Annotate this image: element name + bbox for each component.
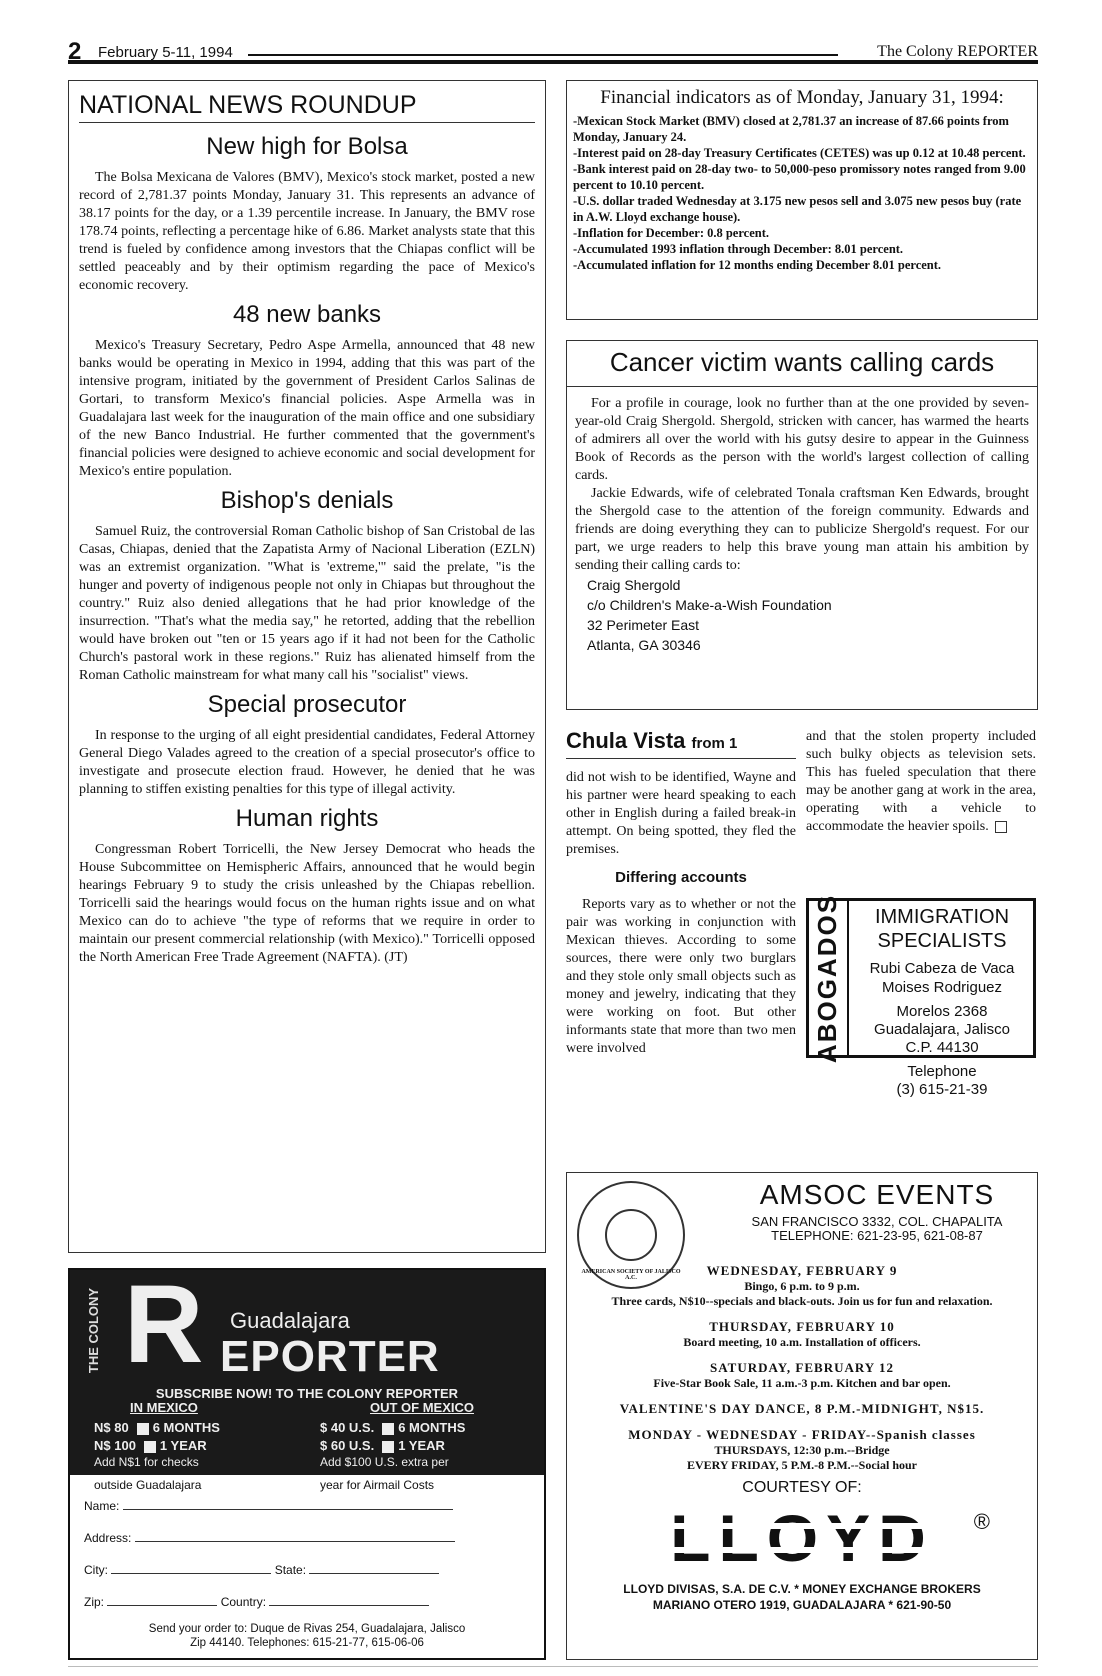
financial-item: -Accumulated inflation for 12 months ending December 8.01 percent. xyxy=(573,258,942,272)
event-list xyxy=(573,1263,1031,1613)
plan-checkbox[interactable] xyxy=(382,1441,394,1453)
amsoc-events-ad xyxy=(566,1172,1038,1660)
event-line: Five-Star Book Sale, 11 a.m.-3 p.m. Kitchen and bar open. xyxy=(653,1376,951,1390)
lawyer-name: Rubi Cabeza de Vaca xyxy=(869,960,1015,977)
out-mexico-label: OUT OF MEXICO xyxy=(370,1400,474,1415)
the-colony-vertical: THE COLONY xyxy=(86,1287,102,1373)
subscribe-headline: SUBSCRIBE NOW! TO THE COLONY REPORTER xyxy=(155,1386,459,1401)
plan-out-6-months[interactable] xyxy=(320,1420,465,1435)
chula-subhead: Differing accounts xyxy=(615,869,747,886)
name-field[interactable] xyxy=(123,1498,453,1510)
chula-vista-headline xyxy=(566,728,796,759)
event-day: VALENTINE'S DAY DANCE, 8 P.M.-MIDNIGHT, N$15. xyxy=(619,1401,985,1416)
lloyd-logo xyxy=(622,1501,990,1575)
financial-item: -Inflation for December: 0.8 percent. xyxy=(573,226,770,240)
story-headline: Special prosecutor xyxy=(207,691,407,718)
city-field[interactable] xyxy=(111,1562,271,1574)
city-label: City: xyxy=(84,1563,108,1577)
event-day: THURSDAY, FEBRUARY 10 xyxy=(709,1319,895,1334)
amsoc-address xyxy=(727,1215,1027,1243)
plan-in-6-months[interactable] xyxy=(94,1420,220,1435)
city-label: Guadalajara xyxy=(230,1308,350,1333)
financial-item: -U.S. dollar traded Wednesday at 3.175 new pesos sell and 3.075 new pesos buy (rate in A.W. Lloyd exchange house). xyxy=(573,194,1022,224)
address-line: 32 Perimeter East xyxy=(587,617,700,633)
event-line: Bingo, 6 p.m. to 9 p.m. xyxy=(744,1279,860,1293)
story-body: The Bolsa Mexicana de Valores (BMV), Mexico's stock market, posted a new record of 2,781.37 points Monday, January 31. This represents an advance of 38.17 points for the day, or a 1.39 percentile increase. In January, the BMV rose 178.74 points, reflecting a percentage hike of 6.86. Market analysts state that this trend is fueled by confidence among investors that the Chiapas conflict will be settled peaceably and by their optimism regarding the pace of Mexico's economic recovery. xyxy=(79,170,535,293)
header-bar xyxy=(68,60,1038,64)
term: 6 MONTHS xyxy=(398,1420,466,1435)
page-number: 2 xyxy=(68,38,82,65)
name-label: Name: xyxy=(84,1499,120,1513)
amsoc-street: SAN FRANCISCO 3332, COL. CHAPALITA xyxy=(751,1214,1003,1229)
abogados-vertical: ABOGADOS xyxy=(809,901,849,1055)
send-line: Zip 44140. Telephones: 615-21-77, 615-06-06 xyxy=(190,1637,424,1649)
address-line: c/o Children's Make-a-Wish Foundation xyxy=(587,597,832,613)
address-line: Atlanta, GA 30346 xyxy=(587,637,701,653)
event-line: THURSDAYS, 12:30 p.m.--Bridge xyxy=(714,1443,890,1457)
state-label: State: xyxy=(274,1563,307,1577)
lloyd-wordmark: LLOYD xyxy=(670,1501,934,1575)
zip-label: Zip: xyxy=(84,1595,105,1609)
cancer-article xyxy=(566,340,1038,710)
subscription-ad xyxy=(68,1263,546,1660)
phone-label: Telephone xyxy=(907,1063,977,1080)
event-line: EVERY FRIDAY, 5 P.M.-8 P.M.--Social hour xyxy=(686,1458,918,1472)
roundup-title: NATIONAL NEWS ROUNDUP xyxy=(79,91,535,123)
plan-checkbox[interactable] xyxy=(137,1423,149,1435)
term: 6 MONTHS xyxy=(152,1420,220,1435)
event-line: Three cards, N$10--specials and black-outs. Join us for fun and relaxation. xyxy=(611,1294,993,1308)
event-day: SATURDAY, FEBRUARY 12 xyxy=(710,1360,894,1375)
header-rule xyxy=(248,54,838,56)
financial-title: Financial indicators as of Monday, January 31, 1994: xyxy=(600,87,1004,108)
subscription-banner xyxy=(70,1263,544,1475)
seal-center xyxy=(605,1209,657,1261)
story-body: In response to the urging of all eight presidential candidates, Federal Attorney General Diego Valades agreed to the creation of a special prosecutor's office to investigate and prosecute election fraud. However, he denied that he was planning to stiffen existing penalties for this type of illegal activity. xyxy=(79,728,535,797)
zip-country-row xyxy=(84,1594,530,1618)
note-in-mexico xyxy=(94,1456,199,1469)
chula-vista-column-2 xyxy=(806,728,1036,836)
price: N$ 100 xyxy=(94,1438,136,1453)
lloyd-footer-line: LLOYD DIVISAS, S.A. DE C.V. * MONEY EXCHANGE BROKERS xyxy=(623,1582,981,1596)
financial-item: -Accumulated 1993 inflation through December: 8.01 percent. xyxy=(573,242,904,256)
ad-address: C.P. 44130 xyxy=(905,1039,979,1056)
registered-mark: ® xyxy=(973,1509,990,1534)
lloyd-footer xyxy=(573,1581,1031,1613)
address-row xyxy=(84,1530,530,1562)
country-field[interactable] xyxy=(269,1594,429,1606)
note-line: Add $100 U.S. extra per xyxy=(320,1455,449,1469)
issue-date: February 5-11, 1994 xyxy=(98,44,233,61)
story-headline: New high for Bolsa xyxy=(206,133,408,160)
price: $ 40 U.S. xyxy=(320,1420,375,1435)
name-row xyxy=(84,1498,530,1530)
amsoc-telephone: TELEPHONE: 621-23-95, 621-08-87 xyxy=(771,1228,983,1243)
cancer-paragraph: Jackie Edwards, wife of celebrated Tonala craftsman Ken Edwards, brought the Shergold case to the attention of the foreign community. Edwards and friends are doing everything they can to publicize Shergold's request. For our part, we urge readers to help this brave young man attain his ambition by sending their calling cards to: xyxy=(575,486,1029,573)
note-line: Add N$1 for checks xyxy=(94,1455,199,1469)
lawyer-name: Moises Rodriguez xyxy=(881,979,1003,996)
ad-address: Guadalajara, Jalisco xyxy=(874,1021,1010,1038)
term: 1 YEAR xyxy=(398,1438,445,1453)
plan-checkbox[interactable] xyxy=(382,1423,394,1435)
courtesy-label: COURTESY OF: xyxy=(742,1479,862,1496)
immigration-details xyxy=(851,901,1033,1098)
zip-field[interactable] xyxy=(107,1594,217,1606)
price: $ 60 U.S. xyxy=(320,1438,375,1453)
story-headline: 48 new banks xyxy=(232,301,382,328)
financial-item: -Bank interest paid on 28-day two- to 50,000-peso promissory notes ranged from 9.00 percent to 10.10 percent. xyxy=(573,162,1026,192)
plan-out-1-year[interactable] xyxy=(320,1438,445,1453)
ad-address: Morelos 2368 xyxy=(896,1003,988,1020)
event-day: MONDAY - WEDNESDAY - FRIDAY--Spanish classes xyxy=(628,1427,976,1442)
send-order-note xyxy=(84,1622,530,1650)
chula-vista-article xyxy=(566,728,796,1058)
address-field[interactable] xyxy=(135,1530,455,1542)
chula-body: Reports vary as to whether or not the pair was working in conjunction with Mexican thieves. According to some sources, there were only two burglars and they stole only small objects such as money and jewelry, indicating that they were working on foot. But other informants state that more than two men were involved xyxy=(566,897,796,1056)
term: 1 YEAR xyxy=(159,1438,207,1453)
amsoc-title: AMSOC EVENTS xyxy=(759,1179,995,1210)
reporter-wordmark: EPORTER xyxy=(220,1332,440,1381)
in-mexico-label: IN MEXICO xyxy=(130,1400,198,1415)
story-body: Congressman Robert Torricelli, the New Jersey Democrat who heads the House Subcommittee on Hemispheric Affairs, announced that he would begin hearings February 9 to study the crisis unleashed by the Chiapas rebellion. Torricelli said the hearings would focus on the human rights issue and on what Mexico can do to achieve "the type of reforms that we require in order to maintain our present commercial relationship (with Mexico)." Torricelli opposed the North American Free Trade Agreement (NAFTA). (JT) xyxy=(79,842,535,965)
story-body: Mexico's Treasury Secretary, Pedro Aspe Armella, announced that 48 new banks would be operating in Mexico in 1994, adding that this was part of the intensive program, initiated by the government of President Carlos Salinas de Gortari, to transform Mexico's financial policies. Aspe Armella was in Guadalajara last week for the inauguration of the main office and one subsidiary of the new Banco Industrial. He further commented that the government's financial policies were designed to achieve economic and social development for Mexico's entire population. xyxy=(79,338,535,479)
page-bottom-rule xyxy=(68,1666,1038,1667)
chula-body xyxy=(806,728,1036,836)
address-label: Address: xyxy=(84,1531,132,1545)
event-line: Board meeting, 10 a.m. Installation of officers. xyxy=(683,1335,921,1349)
seal-text: AMERICAN SOCIETY OF JALISCO A.C. xyxy=(581,1269,681,1281)
plan-in-1-year[interactable] xyxy=(94,1438,207,1453)
story-headline: Human rights xyxy=(235,805,379,832)
note-in-mexico-2: outside Guadalajara xyxy=(94,1478,202,1492)
note-out-mexico-2: year for Airmail Costs xyxy=(320,1478,435,1492)
logo-stripes xyxy=(622,1523,952,1553)
continued-from: from 1 xyxy=(691,735,738,752)
event-day: WEDNESDAY, FEBRUARY 9 xyxy=(706,1263,898,1278)
publication-name: The Colony REPORTER xyxy=(877,43,1038,60)
story-body: Samuel Ruiz, the controversial Roman Catholic bishop of San Cristobal de las Casas, Chiapas, denied that the Zapatista Army of Nacional Liberation (EZLN) was an extremist organization. "What is 'extreme,'" said the prelate, "is the hunger and poverty of indigenous people not only in Chiapas but throughout the country." Ruiz also denied allegations that he had prior knowledge of the insurrection. "That's what the media say," he retorted, adding that the rebellion would have broken out "ten or 15 years ago if it had not been for the Catholic Church's pastoral work in these regions." Ruiz has alienated himself from the Roman Catholic mainstream for what many call his "socialist" views. xyxy=(79,524,535,683)
address-line: Craig Shergold xyxy=(587,577,681,593)
end-mark-icon xyxy=(995,821,1007,833)
phone-number: (3) 615-21-39 xyxy=(896,1081,988,1098)
chula-vista-title: Chula Vista xyxy=(566,728,686,753)
chula-body: did not wish to be identified, Wayne and his partner were heard speaking to each other in English during a failed break-in attempt. On being spotted, they fled the premises. xyxy=(566,770,796,857)
chula-body-text: and that the stolen property included such bulky objects as television sets. This has fueled speculation that there may be another gang at work in the area, operating with a vehicle to accommodate the heavier spoils. xyxy=(806,729,1036,834)
financial-item: -Interest paid on 28-day Treasury Certificates (CETES) was up 0.12 at 10.48 percent. xyxy=(573,146,1026,160)
story-headline: Bishop's denials xyxy=(220,487,394,514)
ad-heading: IMMIGRATION xyxy=(874,906,1010,928)
big-r-letter: R xyxy=(124,1263,204,1386)
country-label: Country: xyxy=(220,1595,267,1609)
price: N$ 80 xyxy=(94,1420,129,1435)
immigration-ad xyxy=(806,893,1036,1098)
national-news-roundup xyxy=(68,80,546,1253)
city-state-row xyxy=(84,1562,530,1594)
send-line: Send your order to: Duque de Rivas 254, Guadalajara, Jalisco xyxy=(148,1623,466,1635)
financial-item: -Mexican Stock Market (BMV) closed at 2,781.37 an increase of 87.66 points from Monday, January 24. xyxy=(573,114,1009,144)
subscription-form xyxy=(84,1498,530,1650)
financial-indicators xyxy=(566,80,1038,320)
ad-heading: SPECIALISTS xyxy=(877,930,1007,952)
state-field[interactable] xyxy=(309,1562,439,1574)
note-out-mexico xyxy=(320,1456,449,1469)
cancer-paragraph: For a profile in courage, look no further than at the one provided by seven-year-old Craig Shergold. Shergold, stricken with cancer, has warmed the hearts of admirers all over the world with his gutsy desire to appear in the Guinness Book of Records as the person with the world's largest collection of calling cards. xyxy=(575,396,1029,483)
mailing-address xyxy=(575,575,1029,655)
lloyd-footer-line: MARIANO OTERO 1919, GUADALAJARA * 621-90-50 xyxy=(652,1598,952,1612)
cancer-headline: Cancer victim wants calling cards xyxy=(567,341,1037,387)
plan-checkbox[interactable] xyxy=(144,1441,156,1453)
